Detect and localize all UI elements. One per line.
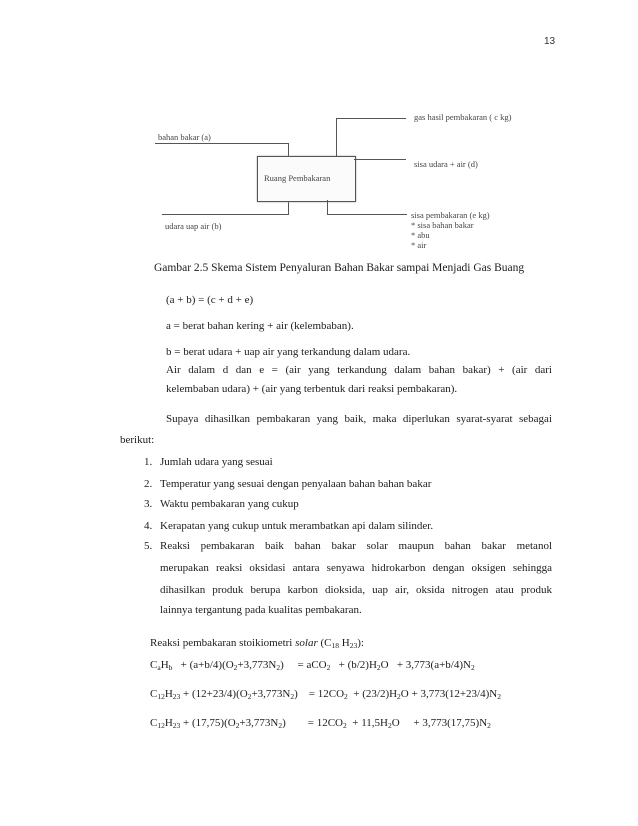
combustion-chamber-box (257, 156, 356, 202)
intro-paragraph-line: berikut: (120, 434, 155, 446)
output-c-line (336, 118, 406, 119)
output-e-item: * sisa bahan bakar (411, 220, 474, 230)
list-item-number: 5. (144, 540, 153, 552)
input-a-label: bahan bakar (a) (158, 132, 211, 142)
definition-water-cont: kelembaban udara) + (air yang terbentuk dari reaksi pembakaran). (166, 383, 458, 395)
list-item-text-cont: dihasilkan produk berupa karbon dioksida, uap air, oksida nitrogen atau produk (160, 584, 552, 596)
reaction-equation-general: $C_aH_b + (a+b/4)(O_2+3,773N_2)$ = $aCO_2 + (b/2)H_2O + 3,773(a+b/4)N_2$ (150, 659, 475, 672)
reaction-title: Reaksi pembakaran stoikiometri solar ($C_{18}$ $H_{23}$): (150, 637, 364, 650)
input-b-rise (288, 200, 289, 214)
list-item-text: Temperatur yang sesuai dengan penyalaan bahan bahan bakar (160, 478, 432, 490)
input-b-label: udara uap air (b) (165, 221, 222, 231)
list-item-number: 2. (144, 478, 153, 490)
reaction-equation-solar-simplified: $C_{12}H_{23} + (17,75)(O_2+3,773N_2)$ = $12CO_2 + 11,5H_2O$ + $3,773(17,75)N_2$ (150, 717, 491, 730)
output-e-item: * abu (411, 230, 430, 240)
output-d-line (354, 159, 406, 160)
list-item-text: Waktu pembakaran yang cukup (160, 498, 299, 510)
list-item-text: Reaksi pembakaran baik bahan bakar solar maupun bahan bakar metanol (160, 540, 552, 552)
reaction-equation-solar: $C_{12}H_{23} + (12+23/4)(O_2+3,773N_2)$ = $12CO_2 + (23/2)H_2O + 3,773(12+23/4)N_2$ (150, 688, 501, 701)
intro-paragraph-line: Supaya dihasilkan pembakaran yang baik, maka diperlukan syarat-syarat sebagai (166, 413, 552, 425)
output-c-rise (336, 118, 337, 156)
definition-b: b = berat udara + uap air yang terkandung dalam udara. (166, 346, 411, 358)
list-item-text: Jumlah udara yang sesuai (160, 456, 273, 468)
list-item-number: 1. (144, 456, 153, 468)
output-e-line (327, 214, 407, 215)
input-a-drop (288, 143, 289, 157)
definition-water: Air dalam d dan e = (air yang terkandung dalam bahan bakar) + (air dari (166, 364, 552, 376)
list-item-number: 3. (144, 498, 153, 510)
output-e-item: * air (411, 240, 427, 250)
list-item-number: 4. (144, 520, 153, 532)
page-number: 13 (544, 36, 556, 47)
output-e-label: sisa pembakaran (e kg) (411, 210, 490, 220)
mass-balance-equation: (a + b) = (c + d + e) (166, 294, 254, 306)
definition-a: a = berat bahan kering + air (kelembaban). (166, 320, 354, 332)
list-item-text-cont: merupakan reaksi oksidasi antara senyawa hidrokarbon dengan oksigen sehingga (160, 562, 552, 574)
list-item-text: Kerapatan yang cukup untuk merambatkan api dalam silinder. (160, 520, 434, 532)
input-a-line (155, 143, 289, 144)
figure-caption: Gambar 2.5 Skema Sistem Penyaluran Bahan Bakar sampai Menjadi Gas Buang (154, 262, 525, 274)
output-d-label: sisa udara + air (d) (414, 159, 478, 169)
output-c-label: gas hasil pembakaran ( c kg) (414, 112, 512, 122)
list-item-text-cont: lainnya tergantung pada kualitas pembakaran. (160, 604, 362, 616)
input-b-line (162, 214, 289, 215)
output-e-drop (327, 200, 328, 214)
combustion-chamber-label: Ruang Pembakaran (264, 173, 331, 183)
